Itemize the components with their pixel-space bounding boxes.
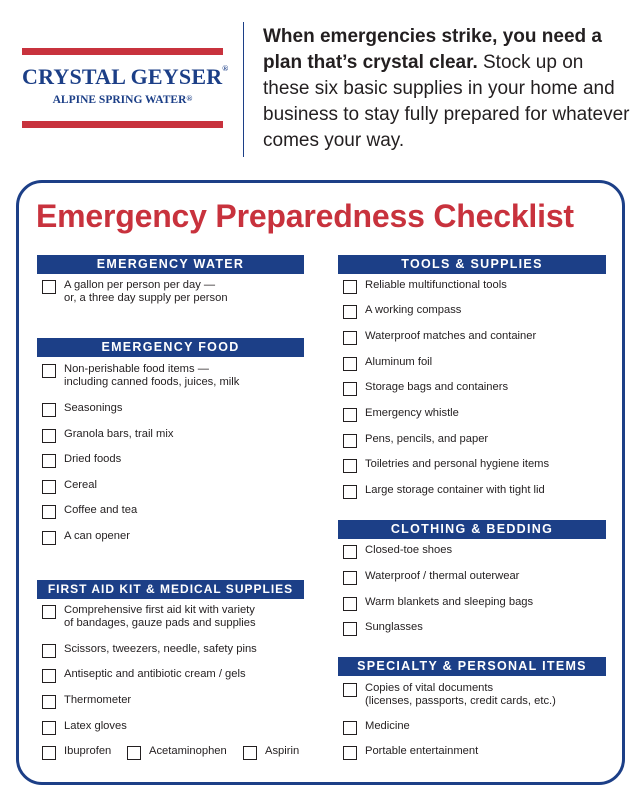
item-label: Storage bags and containers xyxy=(365,381,509,393)
check-item-food-coffee[interactable] xyxy=(42,504,137,519)
checkbox[interactable] xyxy=(42,280,56,294)
checkbox[interactable] xyxy=(343,746,357,760)
check-item-clothing-sunglasses[interactable] xyxy=(343,621,423,636)
check-item-food-can-opener[interactable] xyxy=(42,530,130,545)
item-label: Latex gloves xyxy=(64,720,127,732)
checkbox[interactable] xyxy=(343,331,357,345)
intro-bold: When emergencies strike, you need a plan that’s crystal clear. xyxy=(263,26,602,73)
section-heading-specialty-personal: SPECIALTY & PERSONAL ITEMS xyxy=(338,657,606,676)
check-item-first-aid-gloves[interactable] xyxy=(42,720,127,735)
item-label: Portable entertainment xyxy=(365,745,479,757)
section-heading-emergency-food: EMERGENCY FOOD xyxy=(37,338,304,357)
item-label: Pens, pencils, and paper xyxy=(365,433,489,445)
section-heading-emergency-water: EMERGENCY WATER xyxy=(37,255,304,274)
checkbox[interactable] xyxy=(343,721,357,735)
check-item-tools-storage-bags[interactable] xyxy=(343,381,508,396)
item-label: Comprehensive first aid kit with variety of bandages, gauze pads and supplies xyxy=(64,604,256,629)
check-item-specialty-documents[interactable] xyxy=(343,682,556,708)
checkbox[interactable] xyxy=(343,571,357,585)
checkbox[interactable] xyxy=(42,746,56,760)
checkbox[interactable] xyxy=(343,305,357,319)
section-heading-tools-supplies: TOOLS & SUPPLIES xyxy=(338,255,606,274)
item-label: A gallon per person per day — or, a three day supply per person xyxy=(64,279,228,304)
checkbox[interactable] xyxy=(42,605,56,619)
check-item-tools-storage-container[interactable] xyxy=(343,484,545,499)
check-item-water-gallon[interactable] xyxy=(42,279,228,305)
check-item-first-aid-thermometer[interactable] xyxy=(42,694,131,709)
item-label: Aspirin xyxy=(265,745,300,757)
item-label: Aluminum foil xyxy=(365,356,433,368)
checkbox[interactable] xyxy=(343,545,357,559)
check-item-tools-multifunctional[interactable] xyxy=(343,279,507,294)
check-item-tools-foil[interactable] xyxy=(343,356,432,371)
item-label: Warm blankets and sleeping bags xyxy=(365,596,534,608)
checkbox[interactable] xyxy=(343,408,357,422)
item-label: A can opener xyxy=(64,530,130,542)
header-divider xyxy=(243,22,244,157)
item-label: Dried foods xyxy=(64,453,122,465)
logo-red-bar-bottom xyxy=(22,121,223,128)
checkbox[interactable] xyxy=(42,644,56,658)
section-heading-clothing-bedding: CLOTHING & BEDDING xyxy=(338,520,606,539)
check-item-tools-compass[interactable] xyxy=(343,304,461,319)
checkbox[interactable] xyxy=(343,683,357,697)
checkbox[interactable] xyxy=(343,280,357,294)
item-label: Scissors, tweezers, needle, safety pins xyxy=(64,643,257,655)
item-label: Ibuprofen xyxy=(64,745,112,757)
item-label: Seasonings xyxy=(64,402,123,414)
check-item-tools-pens[interactable] xyxy=(343,433,488,448)
checkbox[interactable] xyxy=(42,480,56,494)
check-item-first-aid-aspirin[interactable] xyxy=(243,745,299,760)
item-label: Acetaminophen xyxy=(149,745,227,757)
checkbox[interactable] xyxy=(42,669,56,683)
logo-wordmark: CRYSTAL GEYSER® xyxy=(22,64,229,89)
item-label: Copies of vital documents (licenses, passports, credit cards, etc.) xyxy=(365,682,556,707)
check-item-tools-whistle[interactable] xyxy=(343,407,459,422)
checkbox[interactable] xyxy=(42,454,56,468)
item-label: Closed-toe shoes xyxy=(365,544,453,556)
checkbox[interactable] xyxy=(42,364,56,378)
checkbox[interactable] xyxy=(343,434,357,448)
checkbox[interactable] xyxy=(42,695,56,709)
logo-red-bar-top xyxy=(22,48,223,55)
check-item-food-nonperishable[interactable] xyxy=(42,363,239,389)
check-item-food-granola[interactable] xyxy=(42,428,173,443)
intro-rest: Stock up on these six basic supplies in your home and business to stay fully prepared for whatever comes your way. xyxy=(263,52,630,151)
item-label: Granola bars, trail mix xyxy=(64,428,174,440)
check-item-clothing-shoes[interactable] xyxy=(343,544,452,559)
check-item-first-aid-acetaminophen[interactable] xyxy=(127,745,227,760)
check-item-clothing-blankets[interactable] xyxy=(343,596,533,611)
checkbox[interactable] xyxy=(42,505,56,519)
check-item-first-aid-antiseptic[interactable] xyxy=(42,668,246,683)
checkbox[interactable] xyxy=(42,429,56,443)
check-item-specialty-medicine[interactable] xyxy=(343,720,410,735)
checkbox[interactable] xyxy=(343,622,357,636)
check-item-first-aid-ibuprofen[interactable] xyxy=(42,745,111,760)
check-item-food-cereal[interactable] xyxy=(42,479,97,494)
check-item-specialty-entertainment[interactable] xyxy=(343,745,478,760)
item-label: Waterproof matches and container xyxy=(365,330,537,342)
item-label: Toiletries and personal hygiene items xyxy=(365,458,550,470)
item-label: Thermometer xyxy=(64,694,132,706)
check-item-tools-matches[interactable] xyxy=(343,330,536,345)
item-label: A working compass xyxy=(365,304,462,316)
item-label: Medicine xyxy=(365,720,410,732)
checkbox[interactable] xyxy=(343,357,357,371)
checkbox[interactable] xyxy=(343,382,357,396)
check-item-first-aid-kit[interactable] xyxy=(42,604,256,630)
item-label: Sunglasses xyxy=(365,621,423,633)
item-label: Antiseptic and antibiotic cream / gels xyxy=(64,668,246,680)
intro-text xyxy=(263,24,633,154)
check-item-food-seasonings[interactable] xyxy=(42,402,122,417)
section-heading-first-aid: FIRST AID KIT & MEDICAL SUPPLIES xyxy=(37,580,304,599)
logo-tagline: ALPINE SPRING WATER® xyxy=(52,94,193,106)
checkbox[interactable] xyxy=(42,531,56,545)
brand-logo xyxy=(22,48,229,128)
checkbox[interactable] xyxy=(343,597,357,611)
item-label: Large storage container with tight lid xyxy=(365,484,545,496)
checklist-title: Emergency Preparedness Checklist xyxy=(36,198,574,234)
check-item-clothing-outerwear[interactable] xyxy=(343,570,519,585)
checkbox[interactable] xyxy=(42,721,56,735)
checkbox[interactable] xyxy=(343,459,357,473)
item-label: Non-perishable food items — including canned foods, juices, milk xyxy=(64,363,240,388)
checkbox[interactable] xyxy=(127,746,141,760)
check-item-food-dried[interactable] xyxy=(42,453,121,468)
item-label: Emergency whistle xyxy=(365,407,459,419)
checkbox[interactable] xyxy=(243,746,257,760)
item-label: Cereal xyxy=(64,479,97,491)
check-item-first-aid-scissors[interactable] xyxy=(42,643,257,658)
checkbox[interactable] xyxy=(42,403,56,417)
item-label: Reliable multifunctional tools xyxy=(365,279,507,291)
check-item-tools-toiletries[interactable] xyxy=(343,458,549,473)
item-label: Waterproof / thermal outerwear xyxy=(365,570,520,582)
item-label: Coffee and tea xyxy=(64,504,138,516)
checkbox[interactable] xyxy=(343,485,357,499)
